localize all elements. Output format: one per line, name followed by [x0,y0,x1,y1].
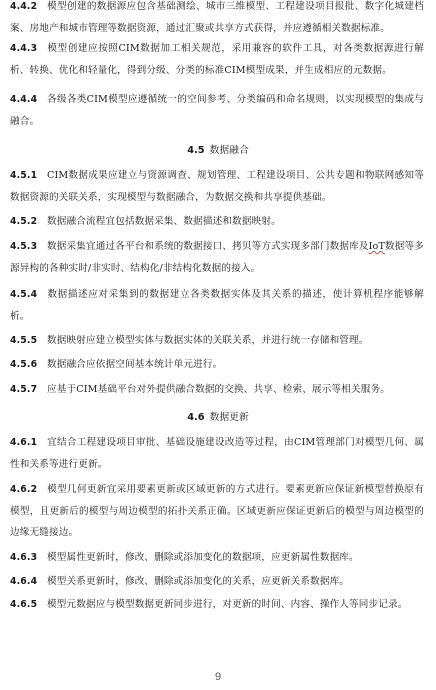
clause-4-5-1 [10,165,424,208]
clause-4-6-1 [10,432,424,475]
clause-4-5-3 [10,236,424,279]
clause-number: 4.6.5 [10,599,38,610]
clause-number: 4.6.2 [10,484,38,495]
clause-text-cont: 数据等多源异构的各种实时/非实时、结构化/非结构化数据的接入。 [10,241,424,274]
section-title: 数据融合 [209,145,249,156]
clause-4-5-6 [10,354,424,376]
section-heading-4-5 [0,143,436,159]
clause-number: 4.6.4 [10,576,38,587]
clause-text: 数据融合流程宜包括数据采集、数据描述和数据映射。 [47,216,281,227]
clause-text: 数据融合应依据空间基本统计单元进行。 [47,359,223,370]
clause-number: 4.6.3 [10,552,38,563]
section-title: 数据更新 [209,412,249,423]
clause-text: 各级各类CIM模型应遵循统一的空间参考、分类编码和命名规则，以实现模型的集成与融合。 [10,94,424,127]
clause-text: 模型元数据应与模型数据更新同步进行，对更新的时间、内容、操作人等同步记录。 [47,599,408,610]
clause-4-6-3 [10,547,424,569]
clause-4-5-4 [10,284,424,327]
clause-4-6-5 [10,594,424,616]
clause-text: 宜结合工程建设项目审批、基础设施建设改造等过程，由CIM管理部门对模型几何、属性和关系等进行更新。 [10,437,424,470]
section-heading-4-6 [0,410,436,426]
clause-4-6-2 [10,479,424,544]
clause-number: 4.5.6 [10,359,38,370]
clause-4-6-4 [10,571,424,593]
clause-text: 应基于CIM基础平台对外提供融合数据的交换、共享、检索、展示等相关服务。 [47,384,390,395]
page-number: 9 [214,671,222,683]
clause-number: 4.5.4 [10,289,38,300]
clause-number: 4.6.1 [10,437,38,448]
clause-4-5-5 [10,330,424,352]
clause-number: 4.4.2 [10,1,38,12]
clause-number: 4.5.3 [10,241,38,252]
clause-text: 模型属性更新时，修改、删除或添加变化的数据项，应更新属性数据库。 [47,552,359,563]
clause-number: 4.5.5 [10,335,38,346]
clause-number: 4.4.3 [10,43,38,54]
clause-text: CIM数据成果应建立与资源调查、规划管理、工程建设项目、公共专题和物联网感知等数据资源的关联关系，实现模型与数据融合，为数据交换和共享提供基础。 [10,170,424,203]
clause-4-4-2 [10,0,424,39]
clause-text: 数据采集宜通过各平台和系统的数据接口、拷贝等方式实现多部门数据库及 [47,241,369,252]
clause-4-4-3 [10,38,424,81]
clause-text: 模型创建的数据源应包含基础测绘、城市三维模型、工程建设项目报批、数字化城建档案、房地产和城市管理等数据资源，通过汇聚或共享方式获得，并应遵循相关数据标准。 [10,1,424,34]
clause-text: 模型创建应按照CIM数据加工相关规范，采用兼容的软件工具，对各类数据源进行解析、转换、优化和轻量化，得到分级、分类的标准CIM模型成果，并生成相应的元数据。 [10,43,424,76]
section-number: 4.5 [187,145,205,156]
clause-4-5-7 [10,379,424,401]
clause-text-iot: IoT [368,241,386,252]
clause-number: 4.5.2 [10,216,38,227]
clause-text: 数据描述应对采集到的数据建立各类数据实体及其关系的描述，使计算机程序能够解析。 [10,289,424,322]
section-number: 4.6 [187,412,205,423]
clause-number: 4.4.4 [10,94,38,105]
clause-text: 模型几何更新宜采用要素更新或区域更新的方式进行。要素更新应保证新模型替换原有模型，且更新后的模型与周边模型的拓扑关系正确。区域更新应保证更新后的模型与周边模型的边缘无缝接边。 [10,484,424,538]
clause-text: 模型关系更新时，修改、删除或添加变化的关系，应更新关系数据库。 [47,576,350,587]
clause-4-5-2 [10,211,424,233]
clause-4-4-4 [10,89,424,132]
clause-number: 4.5.1 [10,170,38,181]
clause-number: 4.5.7 [10,384,38,395]
clause-text: 数据映射应建立模型实体与数据实体的关联关系，并进行统一存储和管理。 [47,335,369,346]
